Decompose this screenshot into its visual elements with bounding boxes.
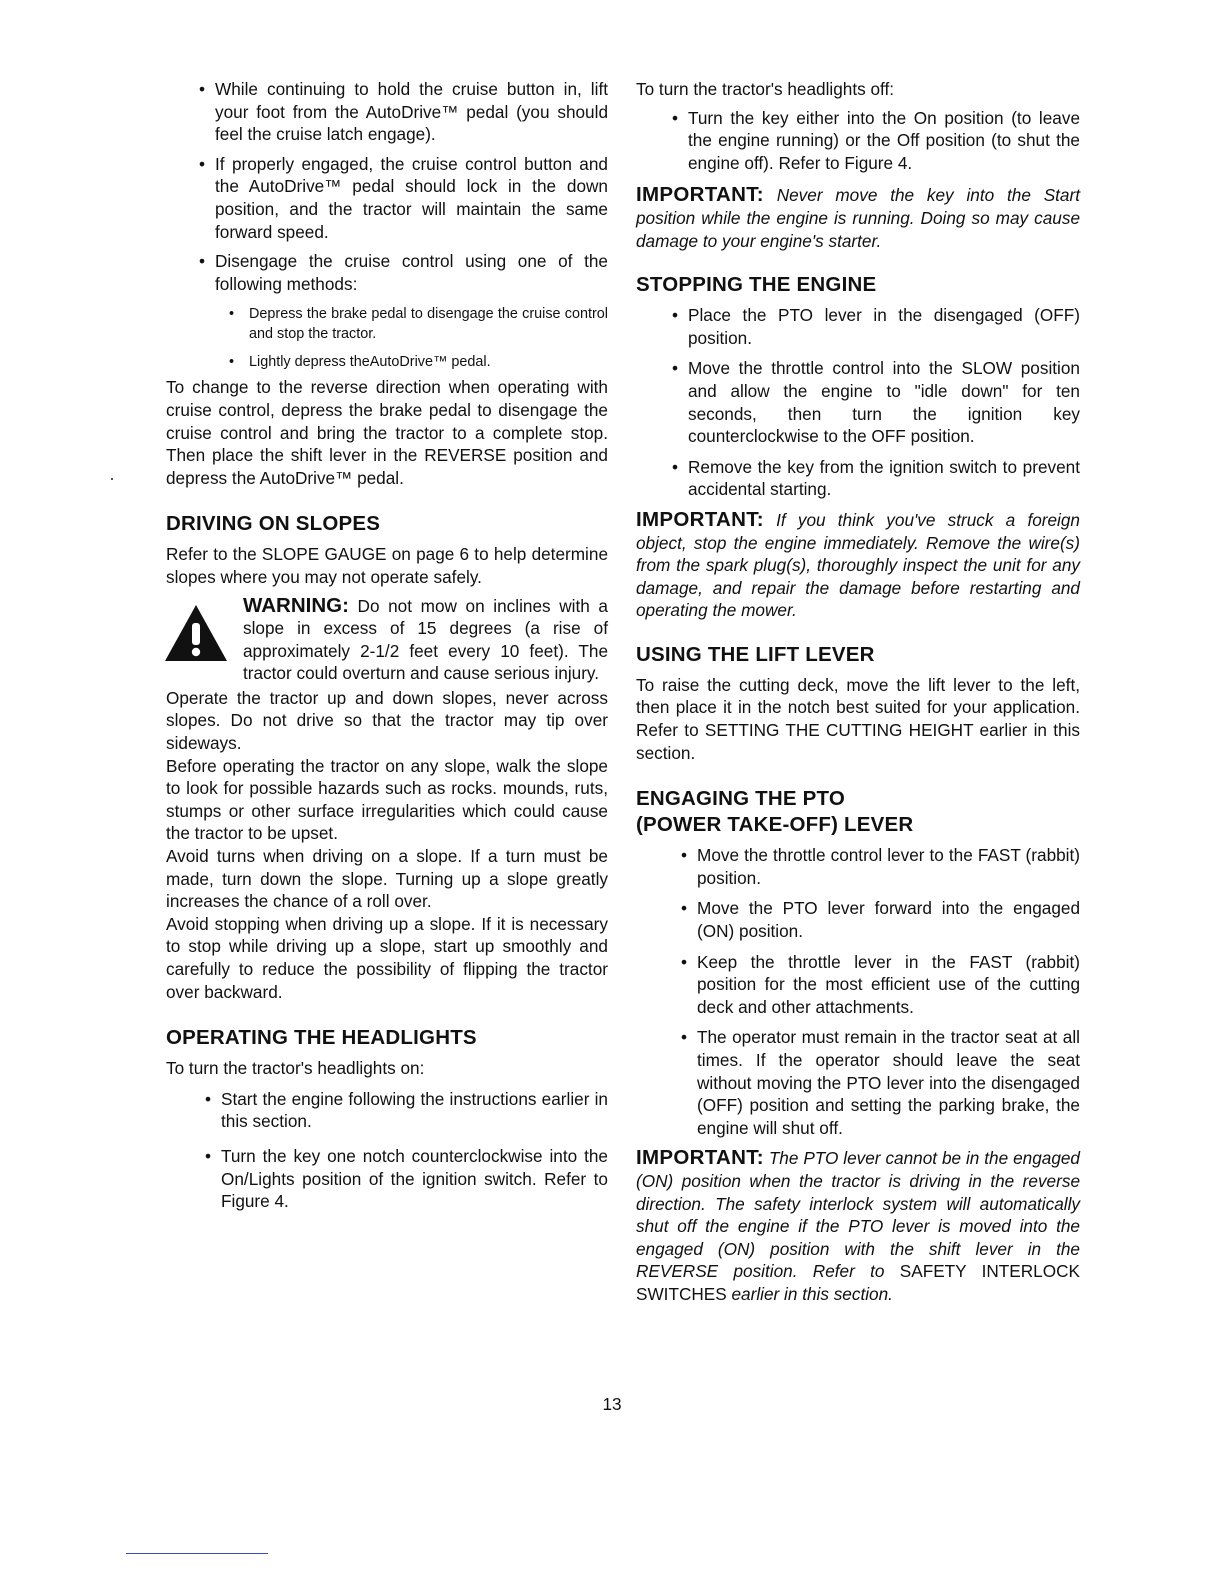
important-note-foreign-object bbox=[636, 509, 1080, 622]
list-item: • Move the PTO lever forward into the engaged (ON) position. bbox=[697, 897, 1080, 942]
important-label: IMPORTANT: bbox=[636, 1146, 764, 1170]
list-item: • Depress the brake pedal to disengage the cruise control and stop the tractor. bbox=[249, 304, 608, 344]
footer-divider bbox=[126, 1553, 268, 1554]
left-column bbox=[166, 78, 608, 1225]
list-item: • Lightly depress theAutoDrive™ pedal. bbox=[249, 352, 608, 372]
list-item: • Disengage the cruise control using one of the following methods: bbox=[215, 250, 608, 295]
list-item: • Remove the key from the ignition switch to prevent accidental starting. bbox=[688, 456, 1080, 501]
pto-list bbox=[697, 844, 1080, 1139]
headlights-heading: OPERATING THE HEADLIGHTS bbox=[166, 1026, 477, 1050]
list-item: • Move the throttle control into the SLOW position and allow the engine to "idle down" for ten seconds, then turn the ignition key counterclockwise to the OFF position. bbox=[688, 357, 1080, 447]
stopping-list bbox=[688, 304, 1080, 501]
list-item: • If properly engaged, the cruise control button and the AutoDrive™ pedal should lock in the down position, and the tractor will maintain the same forward speed. bbox=[215, 153, 608, 243]
slopes-paragraph: Avoid stopping when driving up a slope. If it is necessary to stop while driving up a slope, start up smoothly and carefully to reduce the possibility of flipping the tractor over backward. bbox=[166, 913, 608, 1002]
important-label: IMPORTANT: bbox=[636, 507, 764, 531]
lift-paragraph: To raise the cutting deck, move the lift lever to the left, then place it in the notch best suited for your application. Refer to SETTING THE CUTTING HEIGHT earlier in this section. bbox=[636, 674, 1080, 763]
headlights-on-intro: To turn the tractor's headlights on: bbox=[166, 1058, 425, 1079]
pto-heading-line1: ENGAGING THE PTO bbox=[636, 787, 845, 811]
warning-triangle-icon bbox=[163, 603, 229, 663]
slopes-paragraph: Before operating the tractor on any slope, walk the slope to look for possible hazards such as rocks. mounds, ruts, stumps or other surface irregularities which could cause the tractor to be upset. bbox=[166, 755, 608, 844]
reverse-paragraph: To change to the reverse direction when operating with cruise control, depress the brake pedal to disengage the cruise control and bring the tractor to a complete stop. Then place the shift lever in the REVERSE position and depress the AutoDrive™ pedal. bbox=[166, 377, 608, 488]
stopping-heading: STOPPING THE ENGINE bbox=[636, 273, 877, 297]
list-item: • Turn the key one notch counterclockwise into the On/Lights position of the ignition switch. Refer to Figure 4. bbox=[221, 1145, 608, 1213]
list-item: • Place the PTO lever in the disengaged (OFF) position. bbox=[688, 304, 1080, 349]
scan-speck bbox=[111, 478, 113, 480]
slopes-heading: DRIVING ON SLOPES bbox=[166, 512, 381, 536]
headlights-off-intro: To turn the tractor's headlights off: bbox=[636, 79, 895, 99]
important-text: If you think you've struck a foreign object, stop the engine immediately. Remove the wire(s) from the spark plug(s), thoroughly inspect the unit for any damage, and repair the damage before restarting and operating the mower. bbox=[636, 509, 1080, 621]
pto-heading-line2: (POWER TAKE-OFF) LEVER bbox=[636, 813, 914, 837]
important-text: The PTO lever cannot be in the engaged (ON) position when the tractor is driving in the reverse direction. The safety interlock system will automatically shut off the engine if the PTO lever is moved into the engaged (ON) position with the shift lever in the REVERSE position. Refer to bbox=[636, 1148, 1080, 1282]
slopes-paragraph: Avoid turns when driving on a slope. If a turn must be made, turn down the slope. Turning up a slope greatly increases the chance of a roll over. bbox=[166, 846, 608, 912]
list-item: • Turn the key either into the On position (to leave the engine running) or the Off position (to shut the engine off). Refer to Figure 4. bbox=[688, 107, 1080, 175]
right-column bbox=[636, 78, 1080, 1306]
cruise-bullet-list bbox=[215, 78, 608, 295]
headlights-off-list bbox=[688, 107, 1080, 175]
disengage-methods-list bbox=[249, 304, 608, 372]
important-note-pto bbox=[636, 1147, 1080, 1305]
headlights-on-list bbox=[221, 1088, 608, 1213]
list-item: • Start the engine following the instructions earlier in this section. bbox=[221, 1088, 608, 1133]
lift-heading: USING THE LIFT LEVER bbox=[636, 642, 875, 666]
list-item: • The operator must remain in the tractor seat at all times. If the operator should leave the seat without moving the PTO lever into the disengaged (OFF) position and setting the parking brake, the engine will shut off. bbox=[697, 1026, 1080, 1139]
warning-text: Do not mow on inclines with a slope in excess of 15 degrees (a rise of approximately 2-1/2 feet every 10 feet). The tractor could overturn and cause serious injury. bbox=[243, 595, 608, 684]
list-item: • While continuing to hold the cruise button in, lift your foot from the AutoDrive™ pedal (you should feel the cruise latch engage). bbox=[215, 78, 608, 146]
important-label: IMPORTANT: bbox=[636, 183, 764, 207]
warning-label: WARNING: bbox=[243, 593, 349, 617]
slope-warning bbox=[243, 595, 608, 685]
list-item: • Keep the throttle lever in the FAST (rabbit) position for the most efficient use of the cutting deck and other attachments. bbox=[697, 951, 1080, 1019]
slopes-paragraph: Operate the tractor up and down slopes, never across slopes. Do not drive so that the tractor may tip over sideways. bbox=[166, 687, 608, 754]
list-item: • Move the throttle control lever to the FAST (rabbit) position. bbox=[697, 844, 1080, 889]
important-tail: earlier in this section. bbox=[731, 1283, 893, 1304]
important-text: Never move the key into the Start position while the engine is running. Doing so may cause damage to your engine's starter. bbox=[636, 185, 1080, 251]
slopes-intro: Refer to the SLOPE GAUGE on page 6 to help determine slopes where you may not operate safely. bbox=[166, 544, 608, 587]
important-note-starter bbox=[636, 184, 1080, 252]
page-number: 13 bbox=[602, 1394, 622, 1414]
important-reference: SAFETY INTERLOCK SWITCHES bbox=[636, 1261, 1080, 1304]
